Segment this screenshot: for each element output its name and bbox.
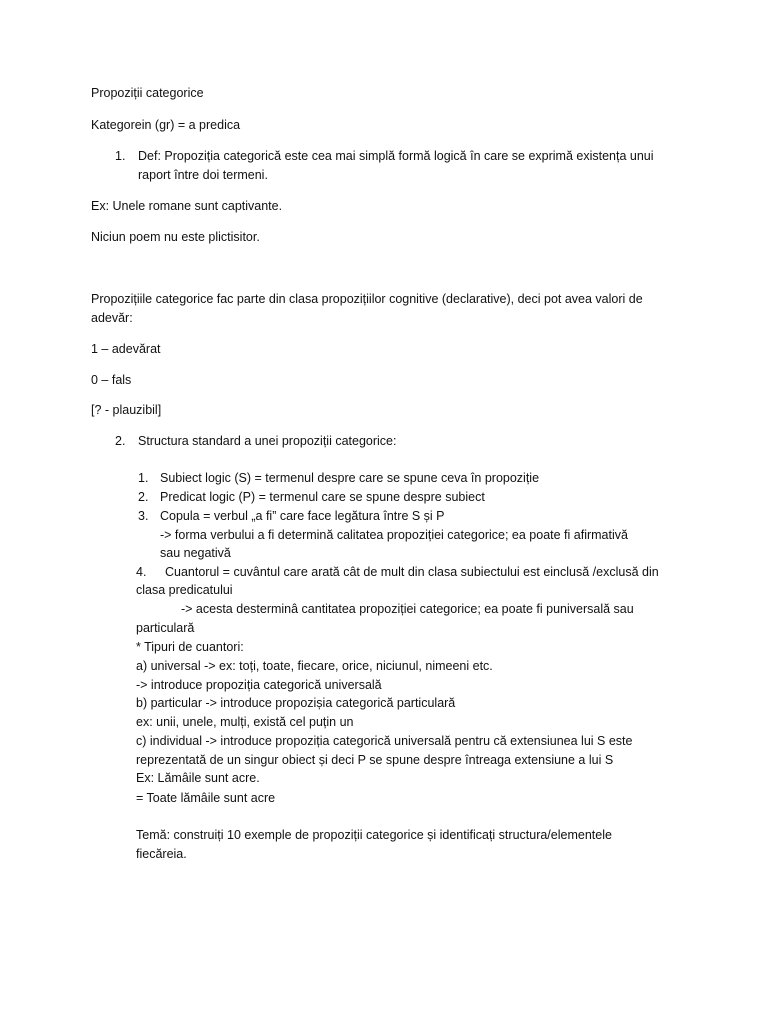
quantifier-types-heading: * Tipuri de cuantori: — [136, 640, 244, 654]
quantifier-type-individual-example-1: Ex: Lămâile sunt acre. — [136, 771, 260, 785]
structure-heading: Structura standard a unei propoziții categorice: — [138, 434, 397, 448]
list-item-4-number: 4. — [136, 565, 147, 579]
quantifier-type-individual-example-2: = Toate lămâile sunt acre — [136, 791, 276, 805]
example-line-1: Ex: Unele romane sunt captivante. — [91, 199, 283, 213]
definition-line-1: Def: Propoziția categorică este cea mai simplă formă logică în care se exprimă existența unui — [138, 149, 654, 163]
truth-value-false: 0 – fals — [91, 373, 132, 387]
list-item-1: Subiect logic (S) = termenul despre care se spune ceva în propoziție — [160, 471, 540, 485]
list-item-4-line-1: Cuantorul = cuvântul care arată cât de mult din clasa subiectului est einclusă /exclusă din — [165, 565, 659, 579]
list-item-4-note-2: particulară — [136, 621, 195, 635]
quantifier-type-individual-line-2: reprezentată de un singur obiect și deci P se spune despre întreaga extensiune a lui S — [136, 753, 614, 767]
quantifier-type-individual-line-1: c) individual -> introduce propoziția categorică universală pentru că extensiunea lui S este — [136, 734, 633, 748]
paragraph-line-2: adevăr: — [91, 311, 133, 325]
document-title: Propoziții categorice — [91, 86, 204, 100]
truth-value-plausible: [? - plauzibil] — [91, 403, 162, 417]
homework-line-2: fiecăreia. — [136, 847, 187, 861]
list-item-2: Predicat logic (P) = termenul care se spune despre subiect — [160, 490, 485, 504]
etymology-line: Kategorein (gr) = a predica — [91, 118, 241, 132]
list-item-2-number: 2. — [138, 490, 149, 504]
definition-line-2: raport între doi termeni. — [138, 168, 268, 182]
quantifier-type-universal-note: -> introduce propoziția categorică universală — [136, 678, 382, 692]
paragraph-line-1: Propozițiile categorice fac parte din clasa propozițiilor cognitive (declarative), deci pot avea valori de — [91, 292, 643, 306]
quantifier-type-universal: a) universal -> ex: toți, toate, fiecare, orice, niciunul, nimeeni etc. — [136, 659, 493, 673]
quantifier-type-particular-example: ex: unii, unele, mulți, există cel puțin un — [136, 715, 354, 729]
list-item-4-note-1: -> acesta desterminâ cantitatea propoziției categorice; ea poate fi puniversală sau — [181, 602, 634, 616]
truth-value-true: 1 – adevărat — [91, 342, 161, 356]
list-item-3-number: 3. — [138, 509, 149, 523]
list-item-3: Copula = verbul „a fi” care face legătura între S și P — [160, 509, 445, 523]
structure-number: 2. — [115, 434, 126, 448]
homework-line-1: Temă: construiți 10 exemple de propoziții categorice și identificați structura/elementele — [136, 828, 612, 842]
list-item-3-note-1: -> forma verbului a fi determină calitatea propoziției categorice; ea poate fi afirmativă — [160, 528, 628, 542]
example-line-2: Niciun poem nu este plictisitor. — [91, 230, 260, 244]
list-item-1-number: 1. — [138, 471, 149, 485]
definition-number: 1. — [115, 149, 126, 163]
list-item-4-line-2: clasa predicatului — [136, 583, 233, 597]
quantifier-type-particular: b) particular -> introduce propozișia categorică particulară — [136, 696, 456, 710]
list-item-3-note-2: sau negativă — [160, 546, 231, 560]
